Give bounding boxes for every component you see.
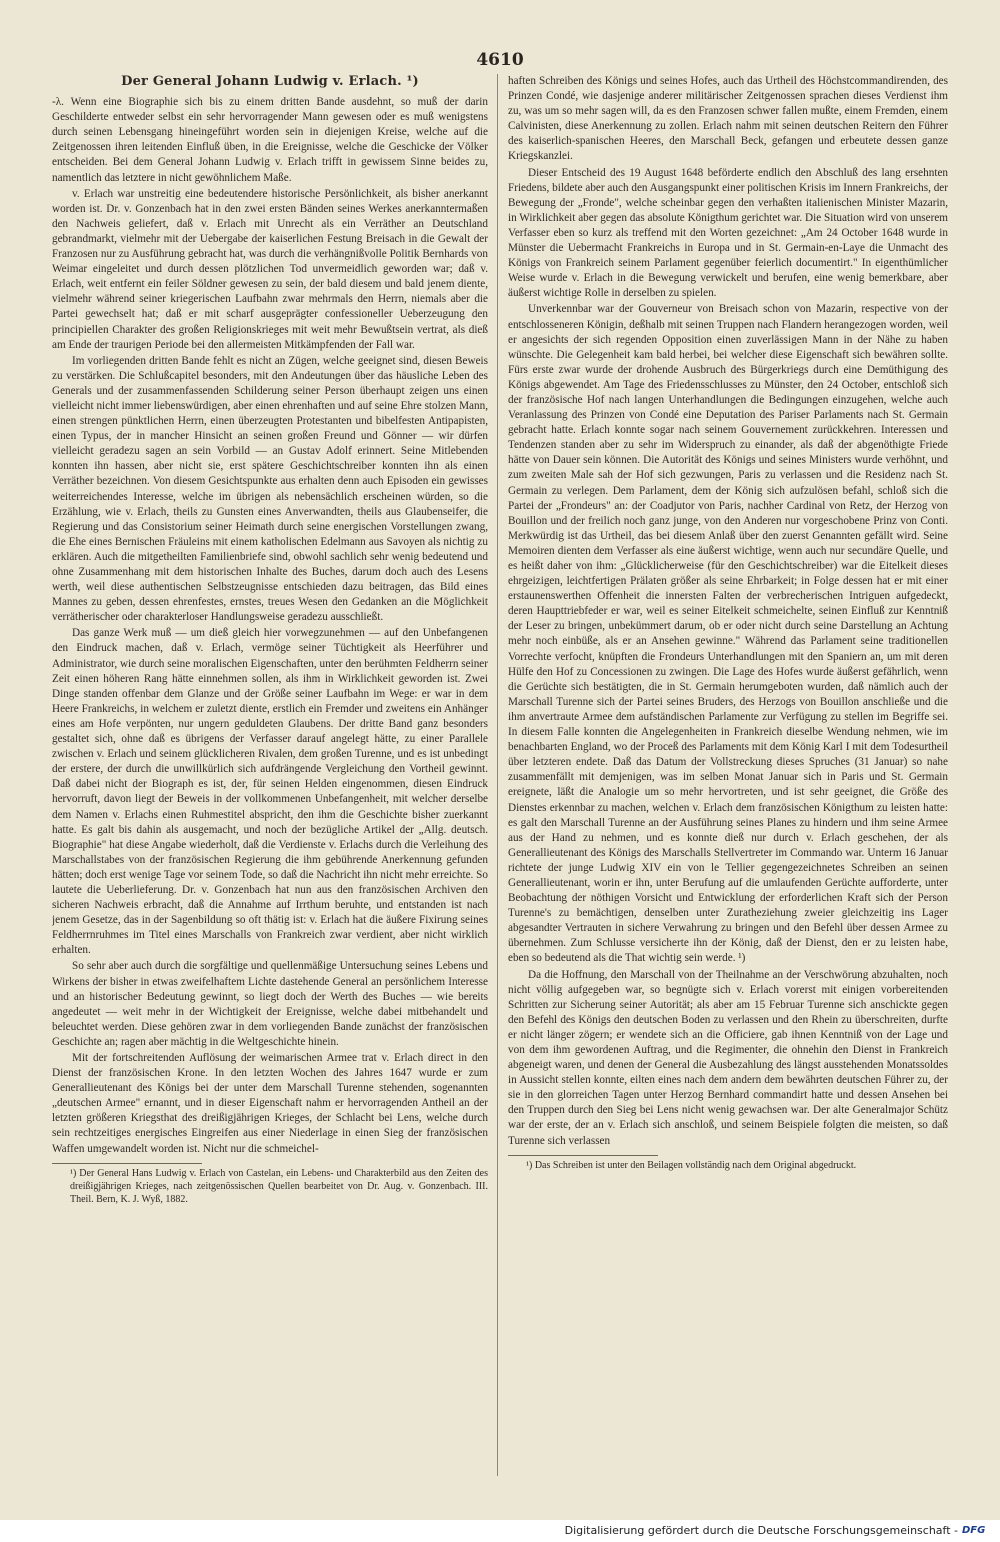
paragraph: -λ. Wenn eine Biographie sich bis zu einem dritten Bande ausdehnt, so muß der darin Geschilderte entweder selbst ein sehr hervorragender Mann gewesen oder es muß wenigstens durch seinen Lebensgang hineingeführt worden sein in diejenigen Kreise, welche auf die Zeitgenossen ihren leitenden Einfluß üben, in die Ereignisse, welche die Geschicke der Völker entscheiden. Bei dem General Johann Ludwig v. Erlach trifft in gewissem Sinne beides zu, namentlich das letztere in nicht gewöhnlichem Maße. — [52, 96, 488, 184]
paragraph: Das ganze Werk muß — um dieß gleich hier vorwegzunehmen — auf den Unbefangenen den Eindruck machen, daß v. Erlach, vermöge seiner Tüchtigkeit als Heerführer und Administrator, wie durch seine moralischen Eigenschaften, unter den berühmten Feldherrn seiner Zeit einen höheren Rang hätte einnehmen sollen, als ihm in Wirklichkeit geworden ist. Zwei Dinge standen offenbar dem Glanze und der Größe seiner Laufbahn im Wege: er war in dem Heere Frankreichs, in welchem er zuletzt diente, erstlich ein Fremder und zweitens ein Anhänger eines am Hofe verpönten, nur ungern geduldeten Glaubens. Der dritte Band ganz besonders gestaltet sich, ohne daß es übrigens der Verfasser darauf angelegt hätte, zu einer Parallele zwischen v. Erlach und seinem glücklicheren Rivalen, dem großen Turenne, und es ist unbedingt der erstere, der durch die unwillkürlich sich aufdrängende Vergleichung den Vortheil gewinnt. Daß dabei nicht der Biograph es ist, der, für seinen Helden eingenommen, diesen Eindruck hervorruft, davon liegt der Beweis in der vollkommenen Unbefangenheit, mit welcher derselbe dem Namen v. Erlachs einen Ruhmestitel abspricht, den ihm die Geschichte bisher zuerkannt hatte. Es galt bis dahin als ausgemacht, und noch der bezügliche Artikel der „Allg. deutsch. Biographie" hat diese Angabe wiederholt, daß die Verdienste v. Erlachs durch die Verleihung des Marschallstabes von der französischen Regierung die ihm gebührende Anerkennung gefunden hätten; doch erst wenige Tage vor seinem Tode, so daß die Nachricht ihn nicht mehr erreichte. So lautete die Ueberlieferung. Dr. v. Gonzenbach hat nun aus den französischen Archiven den sicheren Nachweis erbracht, daß die Annahme auf Irrthum beruhte, und entstanden ist nach jenem Gesetze, das in der Sagenbildung so oft thätig ist: v. Erlach hat die äußere Fixirung seines Feldherrnruhmes im Titel eines Marschalls von Frankreich zwar verdient, aber nicht wirklich erhalten. — [52, 627, 488, 957]
paragraph: Unverkennbar war der Gouverneur von Breisach schon von Mazarin, respective von der entschlosseneren Königin, deßhalb mit seinen Truppen nach Flandern herangezogen worden, weil er angesichts der sich regenden Opposition einen zuverlässigen Mann in der Nähe zu haben wünschte. Die Gelegenheit kam bald herbei, bei welcher diese Eigenschaft sich bewähren sollte. Fürs erste zwar wurde der drohende Ausbruch des Bürgerkriegs durch eine Demüthigung des Königs abgewendet. Am Tage des Friedensschlusses zu Münster, den 24 October, entschloß sich der französische Hof nach langen Unterhandlungen die Bedingungen einzugehen, welche auch Veranlassung des Prinzen von Condé eine Deputation des Pariser Parlaments nach St. Germain gebracht hatte. Erlach konnte sogar nach seinem Gouvernement zurückkehren. Interessen und Tendenzen standen aber zu sehr im Widerspruch zu einander, als daß der abgenöthigte Friede hätte von Dauer sein können. Die Autorität des Königs und seines Ministers wurde verhöhnt, und zum zweiten Male sah der Hof sich gezwungen, Paris zu verlassen und die Residenz nach St. Germain zu verlegen. Dem Parlament, dem der König sich aufzulösen befahl, schloß sich die Partei der „Frondeurs" an: der Coadjutor von Paris, nachher Cardinal von Retz, der Herzog von Bouillon und der freilich noch ganz junge, von den Anderen nur vorgeschobene Prinz von Conti. Merkwürdig ist das Urtheil, das bei diesem Anlaß über den zuerst Genannten gefällt wird. Seine Memoiren dienten dem Verfasser als eine äußerst wichtige, wenn auch nur secundäre Quelle, und es heißt daher von ihm: „Glücklicherweise (für den Geschichtschreiber) war die Eitelkeit dieses ehrgeizigen, leichtfertigen Prälaten größer als seine Ehrbarkeit; in Folge dessen hat er mit einer erstaunenswerthen Offenheit die innersten Falten der verbrecherischen Intriguen aufgedeckt, deren Haupttriebfeder er war, weil es seiner Eitelkeit schmeichelte, seinen Einfluß zur Kenntniß der Leser zu bringen, unbekümmert darum, ob er oder nicht durch seine Darstellung an Achtung mehr noch einbüße, als er an Ansehen gewinne." Während das Parlament seine traditionellen Vorrechte verfocht, knüpften die Frondeurs Unterhandlungen mit den Spaniern an, um mit deren Hülfe den Hof zu Concessionen zu zwingen. Die Lage des Hofes wurde äußerst gefährlich, wenn die Gerüchte sich bestätigten, die in St. Germain herumgeboten wurden, daß nämlich auch der Marschall Turenne sich der Partei seines Bruders, des Herzogs von Bouillon anschließe und die ihm anvertraute Armee dem aufständischen Parlamente zur Verfügung zu stellen im Begriffe sei. In diesem Falle konnten die Angelegenheiten in Frankreich dieselbe Wendung nehmen, wie im benachbarten England, wo der Proceß des Parlaments mit dem König Karl I mit dem Todesurtheil über letzteren endete. Daß das Datum der Vollstreckung dieses Spruches (31 Januar) so nahe zusammenfällt mit demjenigen, was im selben Monat Januar sich in Paris und St. Germain ereignete, läßt die Analogie um so mehr hervortreten, und ist sehr geeignet, die Größe des Dienstes erkennbar zu machen, welchen v. Erlach dem französischen Königthum zu leisten hatte: es galt den Marschall Turenne an der Ausführung seines Planes zu hindern und ihm seine Armee aus der Hand zu nehmen, und es konnte dieß nur durch v. Erlach geschehen, der als Generallieutenant des Königs des Marschalls Stellvertreter im Commando war. Unterm 16 Januar richtete der junge Ludwig XIV ein von le Tellier gegengezeichnetes Schreiben an seinen Generallieutenant, worin er ihn, unter Berufung auf die umlaufenden Gerüchte aufforderte, unter Beobachtung der nöthigen Vorsicht und Entwicklung der erforderlichen Kraft sich der Person Turenne's zu bemächtigen, denselben unter Zuratheziehung zweier gleichzeitig ins Lager abgesandter Vertrauten in sichere Verwahrung zu bringen und den Befehl über dessen Armee zu übernehmen. Zum Schlusse versicherte ihn der König, daß der Dienst, den er zu leisten habe, eben so bedeutend als die That wichtig sein werde. ¹) — [508, 303, 948, 965]
left-column — [52, 74, 488, 1478]
digitization-footer — [0, 1520, 1000, 1542]
footer-credit: Digitalisierung gefördert durch die Deutsche Forschungsgemeinschaft - — [564, 1524, 958, 1537]
footnote-divider — [52, 1163, 202, 1164]
paragraph: So sehr aber auch durch die sorgfältige und quellenmäßige Untersuchung seines Lebens und Wirkens der bisher in etwas zweifelhaftem Lichte dastehende General an persönlichem Interesse und an historischer Bedeutung gewinnt, so liegt doch der Werth des Buches — wie bereits angedeutet — weit mehr in der Wichtigkeit der Ereignisse, welche dabei mitbehandelt und beleuchtet werden. Diese gehören zwar in dem vorliegenden Bande zunächst der französischen Geschichte an; ragen aber mächtig in die Weltgeschichte hinein. — [52, 960, 488, 1048]
paragraph: Dieser Entscheid des 19 August 1648 beförderte endlich den Abschluß des lang ersehnten Friedens, bildete aber auch den Ausgangspunkt einer politischen Krisis im Innern Frankreichs, der Bewegung der „Fronde", welche scheinbar gegen den verhaßten italienischen Minister Mazarin, in Wirklichkeit aber gegen das absolute Königthum gerichtet war. Die Situation wird von unserem Verfasser eben so kurz als treffend mit den Worten gezeichnet: „Am 24 October 1648 wurde in Münster die Uebermacht Frankreichs in Europa und in St. Germain-en-Laye die Unmacht des Königs von Frankreich seinem Parlament gegenüber feierlich documentirt." In eigenthümlicher Weise wurde v. Erlach in die Bewegung verwickelt und berufen, eine wenig bemerkbare, aber äußerst wichtige Rolle in derselben zu spielen. — [508, 166, 948, 300]
article-title: Der General Johann Ludwig v. Erlach. ¹) — [121, 74, 419, 89]
footnote: ¹) Das Schreiben ist unter den Beilagen vollständig nach dem Original abgedruckt. — [526, 1159, 857, 1171]
footnote-divider — [508, 1155, 658, 1156]
dfg-logo: DFG — [962, 1525, 986, 1536]
paragraph: Da die Hoffnung, den Marschall von der Theilnahme an der Verschwörung abzuhalten, noch nicht völlig aufgegeben war, so begnügte sich v. Erlach vorerst mit einigen vorbereitenden Schritten zur Sicherung seiner Autorität; als aber am 15 Februar Turenne sich anschickte gegen den Befehl des Königs den deutschen Boden zu verlassen und den Rhein zu überschreiten, durfte er nicht länger zögern; er wendete sich an die Officiere, gab ihnen Kenntniß von der Lage und von dem ihm gewordenen Auftrag, und die Regimenter, die ohnehin den Dienst in Frankreich abgeneigt waren, und denen der General die Ausbezahlung des längst ausstehenden Monatssoldes in Aussicht stellen konnte, eilten eines nach dem andern dem bewährten deutschen Führer zu, der sie in den glorreichen Tagen unter Herzog Bernhard commandirt hatte und dessen Ansehen bei den Truppen durch den Sieg bei Lens nicht wenig gewachsen war. Der alte Generalmajor Schütz war der erste, der an v. Erlach sich anschloß, und seinem Beispiele folgten die meisten, so daß Turenne sich verlassen — [508, 968, 948, 1147]
footnote: ¹) Der General Hans Ludwig v. Erlach von Castelan, ein Lebens- und Charakterbild aus den Zeiten des dreißigjährigen Krieges, nach zeitgenössischen Quellen bearbeitet von Dr. Aug. v. Gonzenbach. III. Theil. Bern, K. J. Wyß, 1882. — [70, 1167, 488, 1206]
paragraph: Im vorliegenden dritten Bande fehlt es nicht an Zügen, welche geeignet sind, diesen Beweis zu verstärken. Die Schlußcapitel besonders, mit den Andeutungen über das häusliche Leben des Generals und der zusammenfassenden Schilderung seiner Person überhaupt zeigen uns einen vielleicht nicht immer liebenswürdigen, aber einen ehrenhaften und auf seine Ehre stolzen Mann, einen strengen pünktlichen Herrn, einen überzeugten Protestanten und bibelfesten Antipapisten, einen Typus, der in mancher Hinsicht an seinen großen Freund und Gönner — wir dürfen vielleicht geradezu sagen an sein Vorbild — an Gustav Adolf erinnert. Seine Mitlebenden konnten ihn hassen, aber nicht sie, erst spätere Geschichtschreiber konnten ihn als einen Verräther bezeichnen. Von diesem Gesichtspunkte aus erhalten denn auch Episoden ein gewisses weiterreichendes Interesse, welche im übrigen als nebensächlich erscheinen würden, so die Erzählung, wie v. Erlach, theils zu Gunsten eines Anverwandten, theils aus Glaubenseifer, die Regierung und das Consistorium seiner Heimath durch seine energischen Vorstellungen zwang, die Ehe eines Bernischen Fräuleins mit einem katholischen Edelmann aus Savoyen als nichtig zu erklären. Auch die mitgetheilten Familienbriefe sind, obwohl sachlich sehr wenig bedeutend und ohne Zusammenhang mit dem historischen Inhalte des Buches, darum doch auch des Lesens werth, weil diese authentischen Selbstzeugnisse entschieden dazu beitragen, das Bild eines Mannes zu geben, dessen ehrenfestes, ernstes, treues Wesen den Gedanken an die Möglichkeit verrätherischer oder charakterloser Handlungsweise geradezu ausschließt. — [52, 354, 488, 624]
paragraph: Mit der fortschreitenden Auflösung der weimarischen Armee trat v. Erlach direct in den Dienst der französischen Krone. In den letzten Wochen des Jahres 1647 wurde er zum Generallieutenant des Königs bei der unter dem Marschall Turenne stehenden, sogenannten „deutschen Armee" ernannt, und in dieser Eigenschaft nahm er hervorragenden Antheil an der letzten größeren Kriegsthat des dreißigjährigen Krieges, der Schlacht bei Lens, welche durch sein rechtzeitiges energisches Eingreifen aus einer Niederlage in einen Sieg der französischen Waffen umgewandelt worden ist. Nicht nur die schmeichel- — [52, 1052, 488, 1155]
paragraph: haften Schreiben des Königs und seines Hofes, auch das Urtheil des Höchstcommandirenden, des Prinzen Condé, wie dasjenige anderer militärischer Zeitgenossen sprachen dieses Verdienst ihm zu, was um so mehr sagen will, da es den Franzosen schwer fallen mußte, einem Fremden, einem Calvinisten, diese Anerkennung zu zollen. Erlach nahm mit seinen deutschen Reitern den Führer des kaiserlich-spanischen Heeres, den Marschall Beck, gefangen und erbeutete dessen ganze Kriegskanzlei. — [508, 75, 948, 163]
page-number: 4610 — [476, 50, 524, 70]
right-column — [508, 74, 948, 1478]
column-divider — [497, 74, 498, 1476]
paragraph: v. Erlach war unstreitig eine bedeutendere historische Persönlichkeit, als bisher anerkannt worden ist. Dr. v. Gonzenbach hat in den zwei ersten Bänden seines Werkes anerkanntermaßen den Nachweis geliefert, daß v. Erlach mit Unrecht als ein Verräther an Deutschland gebrandmarkt, vielmehr mit der Uebergabe der kaiserlichen Festung Breisach in die Gewalt der Franzosen nur zu Ausführung gebracht hat, was durch die verhängnißvolle Politik Bernhards von Weimar eingeleitet und durch dessen plötzlichen Tod unvermeidlich geworden war; daß v. Erlach, weit entfernt ein feiler Söldner gewesen zu sein, der bald diesem und bald jenem diente, vielmehr während seiner kriegerischen Laufbahn zwar mehrmals den Herrn, niemals aber die Partei gewechselt hat; daß er mit scharf ausgeprägter confessioneller Ueberzeugung den principiellen Charakter des großen Religionskrieges mit weit mehr Bewußtsein vertrat, als dieß am Ende der traurigen Periode bei den allermeisten Mitkämpfenden der Fall war. — [52, 187, 488, 351]
